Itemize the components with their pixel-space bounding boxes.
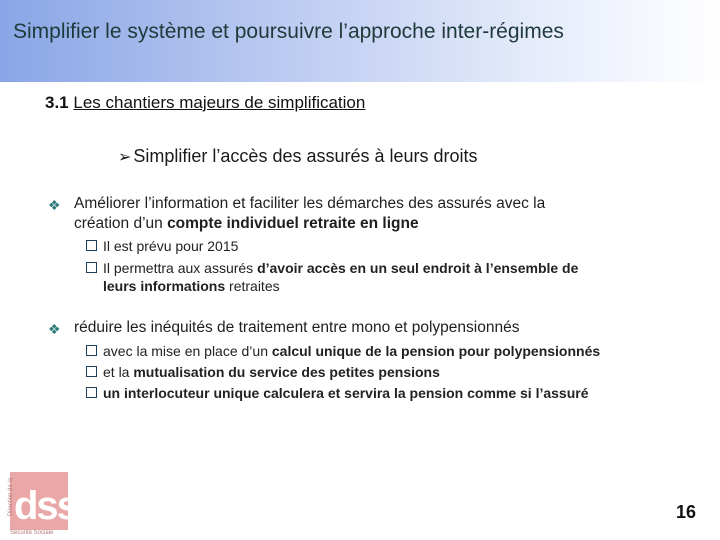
logo-vertical-text: Direction de la — [8, 477, 15, 517]
sub-item-bold: un interlocuteur unique calculera et servira la pension comme si l’assuré — [103, 385, 589, 401]
bullet-line: Améliorer l’information et faciliter les démarches des assurés avec la — [74, 195, 546, 212]
checkbox-bullet-icon — [86, 240, 97, 251]
sub-item-bold: calcul unique de la pension pour polypensionnés — [271, 343, 601, 359]
subheading — [118, 146, 478, 167]
subheading-text: Simplifier l’accès des assurés à leurs droits — [133, 146, 478, 166]
diamond-bullet-icon: ❖ — [48, 321, 61, 337]
section-number: 3.1 — [45, 93, 69, 112]
sub-item-text — [103, 363, 673, 381]
bullet-text — [74, 194, 674, 234]
checkbox-bullet-icon — [86, 387, 97, 398]
checkbox-bullet-icon — [86, 366, 97, 377]
sub-item-text — [103, 259, 673, 295]
logo-caption: Sécurité Sociale — [10, 530, 54, 536]
logo-mark: dss — [14, 484, 77, 528]
section-heading — [45, 93, 365, 113]
page-number: 16 — [676, 502, 697, 522]
checkbox-bullet-icon — [86, 345, 97, 356]
sub-item-plain: avec la mise en place d’un — [103, 343, 272, 359]
dss-logo — [2, 470, 77, 540]
sub-item-text: Il est prévu pour 2015 — [103, 238, 239, 254]
sub-item-text — [103, 342, 673, 360]
bullet-text: réduire les inéquités de traitement entre mono et polypensionnés — [74, 319, 520, 336]
sub-item-text — [103, 384, 673, 402]
bullet-text-bold: compte individuel retraite en ligne — [167, 215, 419, 232]
section-label: Les chantiers majeurs de simplification — [73, 93, 366, 112]
sub-item-plain: retraites — [225, 278, 280, 294]
sub-item-bold: d’avoir accès en un seul endroit à l’ensemble de — [257, 260, 579, 276]
bullet-line — [74, 214, 674, 234]
sub-item-plain: et la — [103, 364, 134, 380]
checkbox-bullet-icon — [86, 262, 97, 273]
sub-item-bold: leurs informations — [103, 278, 226, 294]
sub-item-plain: Il permettra aux assurés — [103, 260, 258, 276]
diamond-bullet-icon: ❖ — [48, 197, 61, 213]
bullet-text-plain: création d’un — [74, 215, 168, 232]
sub-item-bold: mutualisation du service des petites pensions — [133, 364, 440, 380]
slide-title: Simplifier le système et poursuivre l’approche inter-régimes — [13, 20, 564, 43]
arrow-icon: ➢ — [118, 149, 132, 166]
